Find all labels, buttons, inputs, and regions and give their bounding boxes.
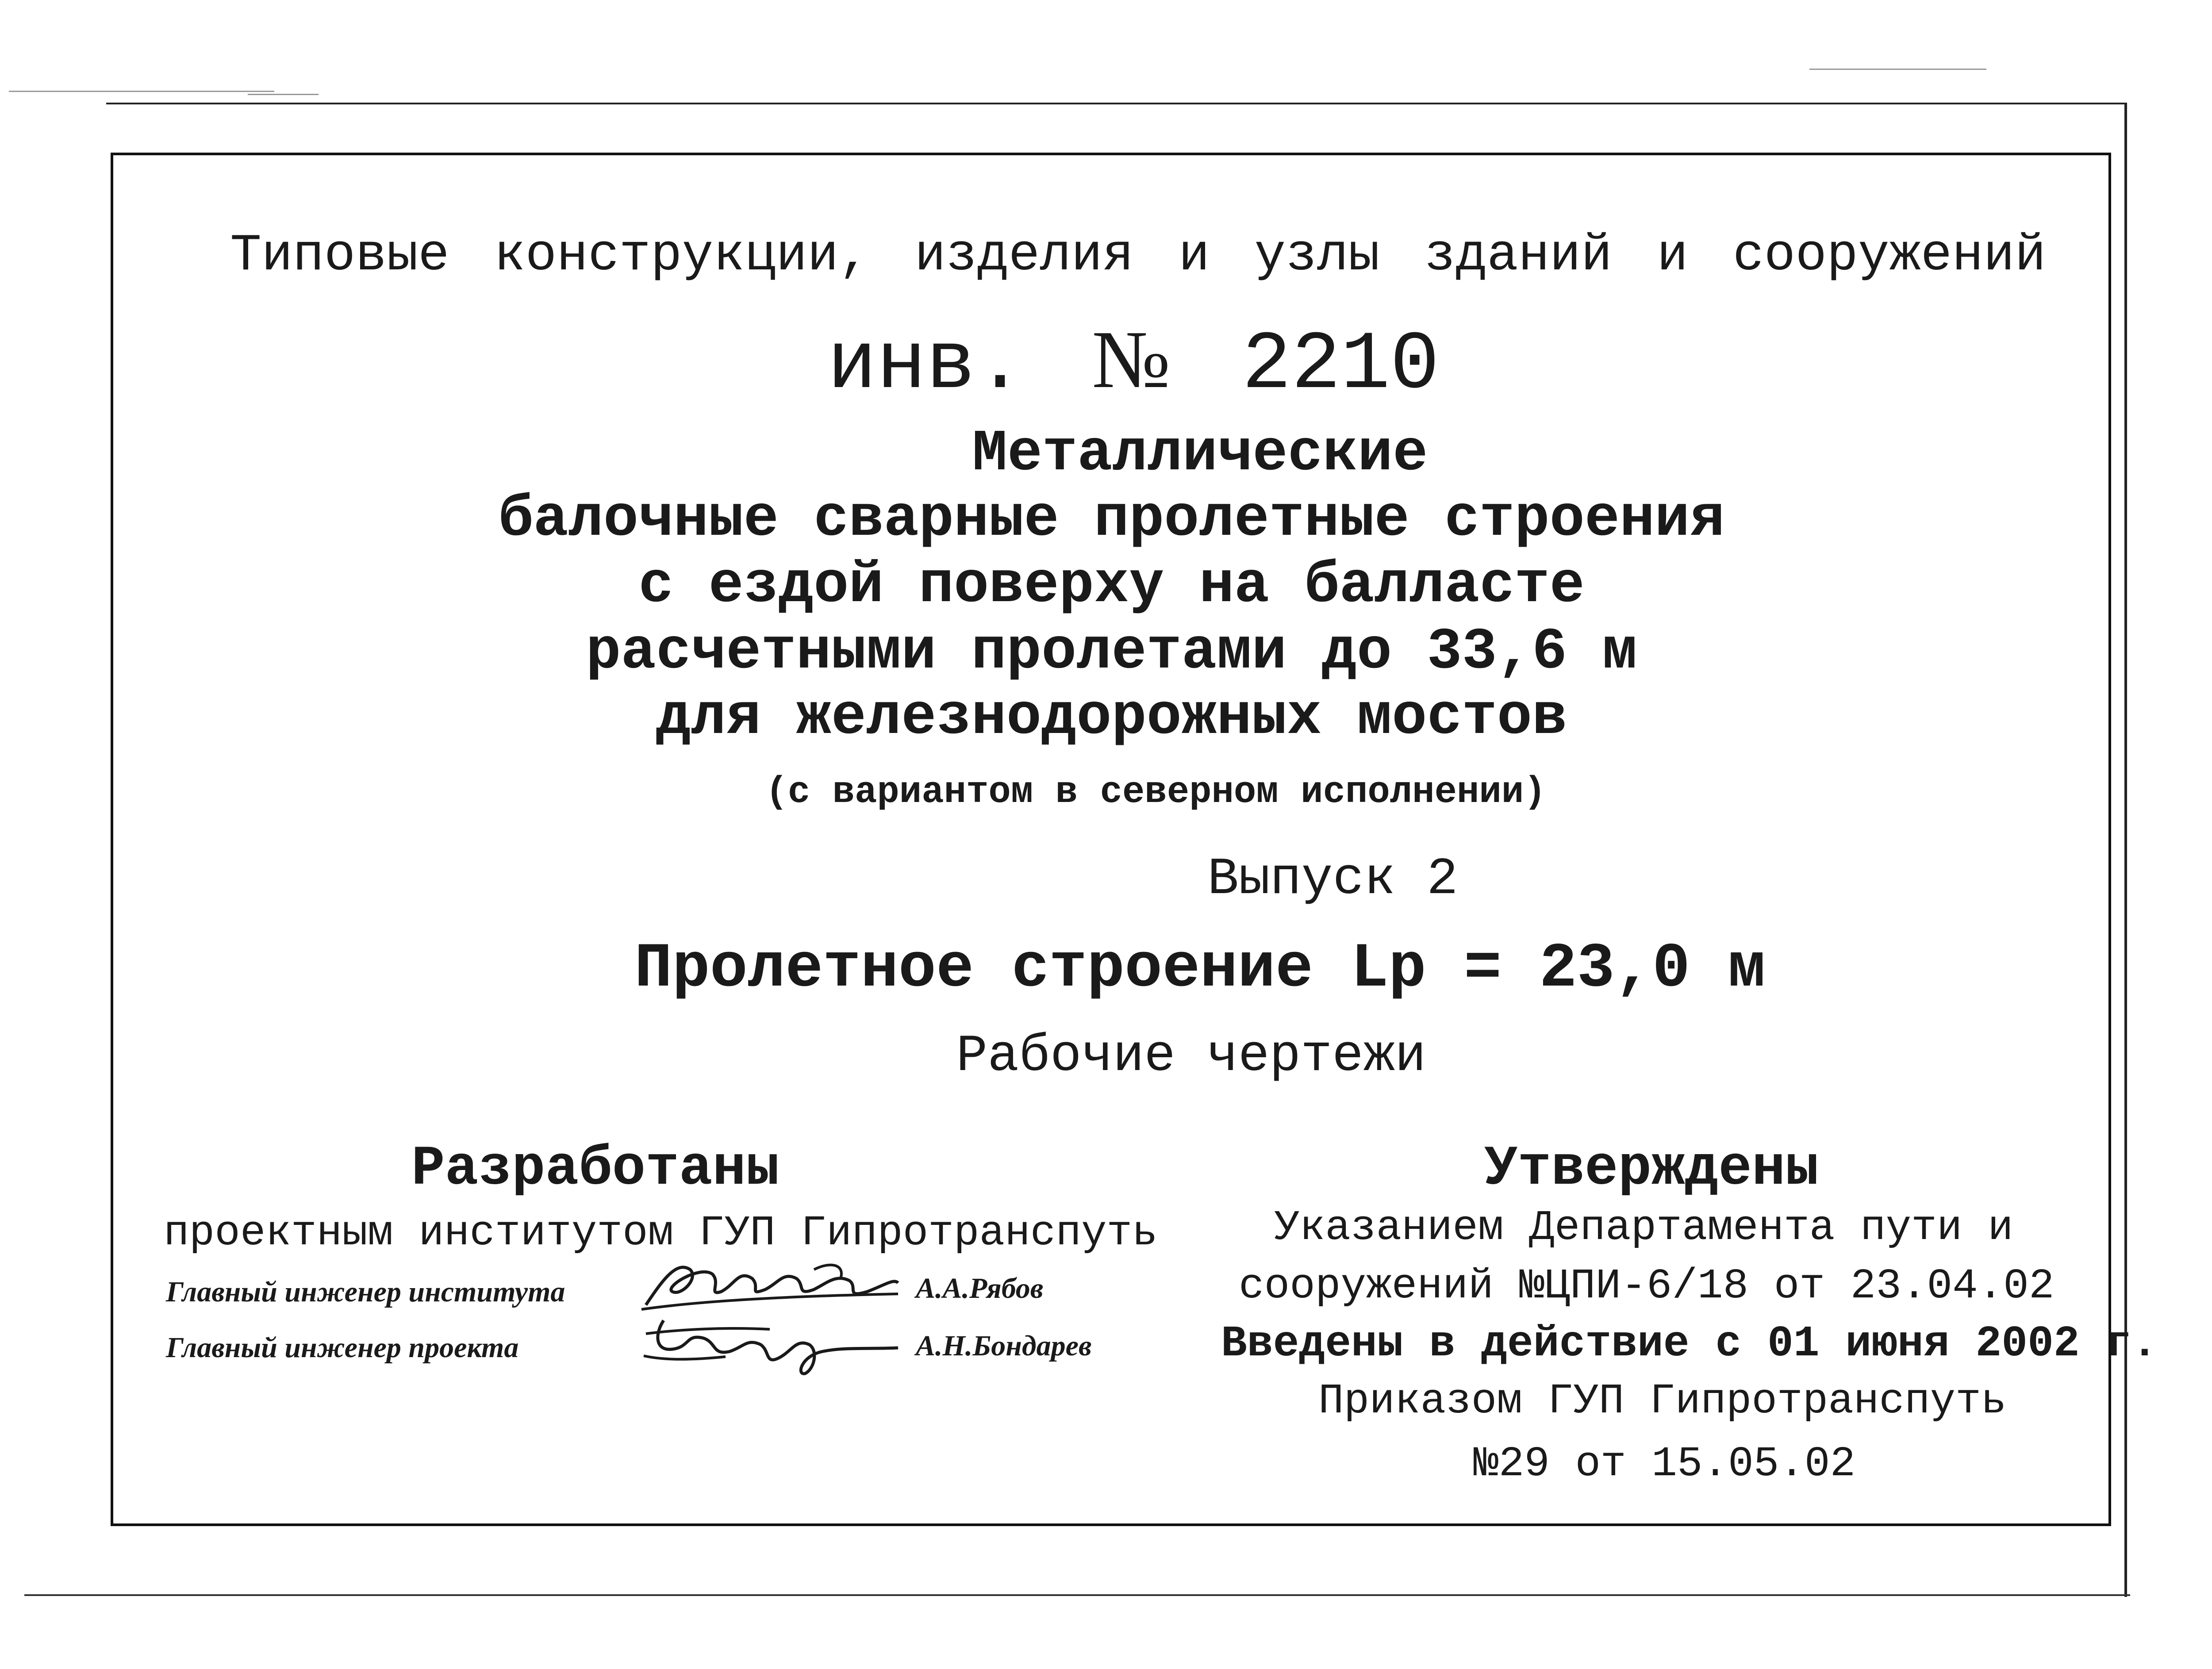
order-number-line: №29 от 15.05.02 — [1473, 1440, 1856, 1488]
developed-heading: Разработаны — [411, 1137, 780, 1201]
title-line-2: балочные сварные пролетные строения — [498, 486, 1725, 552]
inventory-number: 2210 — [1242, 318, 1440, 412]
approval-line-2: сооружений №ЦПИ-6/18 от 23.04.02 — [1239, 1262, 2055, 1310]
signatory-role-chief-engineer-institute: Главный инженер института — [166, 1276, 565, 1308]
inventory-number-line — [827, 314, 1440, 412]
drawings-label: Рабочие чертежи — [956, 1027, 1426, 1086]
approval-line-1: Указанием Департамента пути и — [1274, 1204, 2013, 1252]
variant-note: (с вариантом в северном исполнении) — [765, 771, 1546, 813]
title-line-5: для железнодорожных мостов — [656, 684, 1567, 751]
signatory-role-chief-engineer-project: Главный инженер проекта — [166, 1331, 519, 1364]
title-line-3: с ездой поверху на балласте — [638, 552, 1585, 619]
approved-heading: Утверждены — [1484, 1137, 1819, 1201]
signature-bondarev — [637, 1307, 902, 1378]
inventory-prefix: инв. — [827, 318, 1025, 412]
signatory-name-bondarev: А.Н.Бондарев — [916, 1330, 1092, 1362]
series-title: Типовые конструкции, изделия и узлы зданий и сооружений — [230, 226, 2046, 285]
signatory-name-ryabov: А.А.Рябов — [916, 1272, 1044, 1305]
top-edge-mark-mid — [248, 94, 319, 95]
order-line: Приказом ГУП Гипротранспуть — [1318, 1377, 2007, 1425]
developer-organization: проектным институтом ГУП Гипротранспуть — [164, 1209, 1158, 1257]
effective-date-line: Введены в действие с 01 июня 2002 г. — [1221, 1320, 2158, 1369]
top-edge-mark-right — [1809, 69, 1986, 70]
span-title: Пролетное строение Lp = 23,0 м — [634, 933, 1766, 1005]
issue-number: Выпуск 2 — [1207, 850, 1458, 909]
inventory-sign: № — [1092, 314, 1171, 405]
sheet-bottom-rule — [24, 1594, 2130, 1596]
title-line-1: Металлические — [972, 421, 1428, 487]
title-line-4: расчетными пролетами до 33,6 м — [586, 619, 1637, 685]
top-edge-mark-left — [9, 91, 274, 92]
